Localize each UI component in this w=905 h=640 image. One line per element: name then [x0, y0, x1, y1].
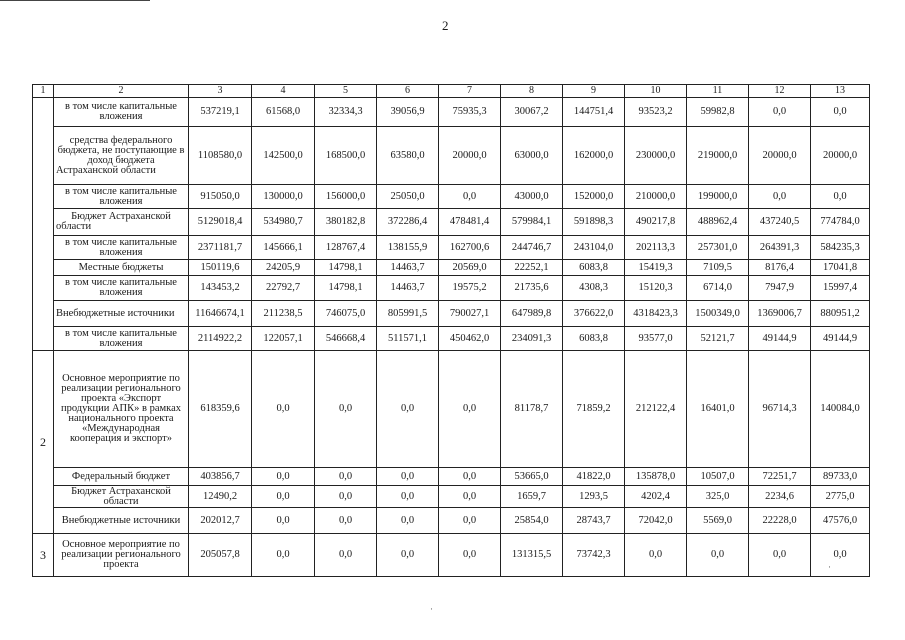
value-cell: 230000,0 — [625, 127, 687, 185]
row-label: в том числе капитальные вложения — [54, 236, 189, 260]
value-cell: 22228,0 — [749, 508, 811, 534]
value-cell: 537219,1 — [189, 98, 252, 127]
value-cell: 0,0 — [439, 534, 501, 577]
column-header: 12 — [749, 85, 811, 98]
value-cell: 20569,0 — [439, 260, 501, 276]
value-cell: 4318423,3 — [625, 301, 687, 327]
value-cell: 143453,2 — [189, 276, 252, 301]
value-cell: 0,0 — [811, 98, 870, 127]
value-cell: 0,0 — [439, 486, 501, 508]
column-header: 10 — [625, 85, 687, 98]
value-cell: 63000,0 — [501, 127, 563, 185]
value-cell: 0,0 — [811, 185, 870, 209]
value-cell: 1500349,0 — [687, 301, 749, 327]
value-cell: 0,0 — [439, 351, 501, 468]
budget-table — [32, 84, 870, 577]
table-row — [33, 508, 870, 534]
value-cell: 0,0 — [315, 486, 377, 508]
value-cell: 0,0 — [439, 508, 501, 534]
value-cell: 59982,8 — [687, 98, 749, 127]
value-cell: 138155,9 — [377, 236, 439, 260]
value-cell: 22792,7 — [252, 276, 315, 301]
row-label: в том числе капитальные вложения — [54, 276, 189, 301]
value-cell: 0,0 — [377, 486, 439, 508]
value-cell: 746075,0 — [315, 301, 377, 327]
value-cell: 75935,3 — [439, 98, 501, 127]
value-cell: 72251,7 — [749, 468, 811, 486]
value-cell: 0,0 — [252, 508, 315, 534]
value-cell: 32334,3 — [315, 98, 377, 127]
value-cell: 25854,0 — [501, 508, 563, 534]
value-cell: 142500,0 — [252, 127, 315, 185]
value-cell: 5569,0 — [687, 508, 749, 534]
value-cell: 1108580,0 — [189, 127, 252, 185]
value-cell: 73742,3 — [563, 534, 625, 577]
value-cell: 618359,6 — [189, 351, 252, 468]
value-cell: 12490,2 — [189, 486, 252, 508]
value-cell: 14798,1 — [315, 260, 377, 276]
row-label: в том числе капитальные вложения — [54, 98, 189, 127]
value-cell: 0,0 — [811, 534, 870, 577]
value-cell: 0,0 — [749, 534, 811, 577]
value-cell: 43000,0 — [501, 185, 563, 209]
row-number-cell: 2 — [33, 351, 54, 534]
value-cell: 4202,4 — [625, 486, 687, 508]
column-header: 8 — [501, 85, 563, 98]
value-cell: 81178,7 — [501, 351, 563, 468]
row-label: в том числе капитальные вложения — [54, 185, 189, 209]
scan-speck: · — [828, 562, 831, 572]
value-cell: 0,0 — [315, 468, 377, 486]
value-cell: 168500,0 — [315, 127, 377, 185]
value-cell: 0,0 — [315, 508, 377, 534]
value-cell: 0,0 — [687, 534, 749, 577]
table-row — [33, 260, 870, 276]
table-row — [33, 301, 870, 327]
value-cell: 41822,0 — [563, 468, 625, 486]
value-cell: 243104,0 — [563, 236, 625, 260]
value-cell: 128767,4 — [315, 236, 377, 260]
value-cell: 1293,5 — [563, 486, 625, 508]
value-cell: 53665,0 — [501, 468, 563, 486]
scan-speck: · — [430, 604, 433, 614]
value-cell: 534980,7 — [252, 209, 315, 236]
value-cell: 2371181,7 — [189, 236, 252, 260]
value-cell: 20000,0 — [749, 127, 811, 185]
value-cell: 96714,3 — [749, 351, 811, 468]
value-cell: 1659,7 — [501, 486, 563, 508]
value-cell: 205057,8 — [189, 534, 252, 577]
value-cell: 2775,0 — [811, 486, 870, 508]
row-label: Основное мероприятие по реализации регионального проекта — [54, 534, 189, 577]
value-cell: 1369006,7 — [749, 301, 811, 327]
value-cell: 202012,7 — [189, 508, 252, 534]
header-row — [33, 85, 870, 98]
value-cell: 579984,1 — [501, 209, 563, 236]
row-label: Внебюджетные источники — [54, 508, 189, 534]
column-header: 9 — [563, 85, 625, 98]
value-cell: 212122,4 — [625, 351, 687, 468]
value-cell: 511571,1 — [377, 327, 439, 351]
value-cell: 546668,4 — [315, 327, 377, 351]
value-cell: 130000,0 — [252, 185, 315, 209]
value-cell: 647989,8 — [501, 301, 563, 327]
value-cell: 135878,0 — [625, 468, 687, 486]
value-cell: 93577,0 — [625, 327, 687, 351]
value-cell: 372286,4 — [377, 209, 439, 236]
column-header: 6 — [377, 85, 439, 98]
value-cell: 20000,0 — [439, 127, 501, 185]
column-header: 2 — [54, 85, 189, 98]
value-cell: 21735,6 — [501, 276, 563, 301]
value-cell: 6083,8 — [563, 260, 625, 276]
row-label: Внебюджетные источники — [54, 301, 189, 327]
value-cell: 0,0 — [377, 351, 439, 468]
column-header: 4 — [252, 85, 315, 98]
value-cell: 25050,0 — [377, 185, 439, 209]
value-cell: 49144,9 — [749, 327, 811, 351]
column-header: 7 — [439, 85, 501, 98]
value-cell: 0,0 — [252, 486, 315, 508]
value-cell: 0,0 — [252, 351, 315, 468]
value-cell: 16401,0 — [687, 351, 749, 468]
value-cell: 210000,0 — [625, 185, 687, 209]
value-cell: 0,0 — [439, 185, 501, 209]
value-cell: 47576,0 — [811, 508, 870, 534]
value-cell: 257301,0 — [687, 236, 749, 260]
value-cell: 22252,1 — [501, 260, 563, 276]
value-cell: 774784,0 — [811, 209, 870, 236]
value-cell: 131315,5 — [501, 534, 563, 577]
value-cell: 14463,7 — [377, 260, 439, 276]
table-row — [33, 236, 870, 260]
value-cell: 7109,5 — [687, 260, 749, 276]
value-cell: 19575,2 — [439, 276, 501, 301]
table-row — [33, 209, 870, 236]
value-cell: 211238,5 — [252, 301, 315, 327]
value-cell: 28743,7 — [563, 508, 625, 534]
value-cell: 403856,7 — [189, 468, 252, 486]
value-cell: 450462,0 — [439, 327, 501, 351]
value-cell: 0,0 — [252, 468, 315, 486]
value-cell: 488962,4 — [687, 209, 749, 236]
column-header: 11 — [687, 85, 749, 98]
value-cell: 376622,0 — [563, 301, 625, 327]
value-cell: 584235,3 — [811, 236, 870, 260]
column-header: 1 — [33, 85, 54, 98]
column-header: 5 — [315, 85, 377, 98]
value-cell: 202113,3 — [625, 236, 687, 260]
value-cell: 63580,0 — [377, 127, 439, 185]
row-label: средства федерального бюджета, не поступающие в доход бюджета Астраханской области — [54, 127, 189, 185]
value-cell: 15419,3 — [625, 260, 687, 276]
value-cell: 0,0 — [439, 468, 501, 486]
value-cell: 0,0 — [315, 534, 377, 577]
value-cell: 2234,6 — [749, 486, 811, 508]
value-cell: 234091,3 — [501, 327, 563, 351]
value-cell: 162700,6 — [439, 236, 501, 260]
value-cell: 122057,1 — [252, 327, 315, 351]
value-cell: 15997,4 — [811, 276, 870, 301]
row-label: Федеральный бюджет — [54, 468, 189, 486]
value-cell: 11646674,1 — [189, 301, 252, 327]
value-cell: 0,0 — [749, 185, 811, 209]
row-number-cell — [33, 98, 54, 351]
value-cell: 0,0 — [377, 534, 439, 577]
value-cell: 15120,3 — [625, 276, 687, 301]
value-cell: 162000,0 — [563, 127, 625, 185]
value-cell: 52121,7 — [687, 327, 749, 351]
value-cell: 61568,0 — [252, 98, 315, 127]
row-number-cell: 3 — [33, 534, 54, 577]
table-row — [33, 486, 870, 508]
value-cell: 150119,6 — [189, 260, 252, 276]
page-number: 2 — [442, 18, 449, 33]
value-cell: 30067,2 — [501, 98, 563, 127]
value-cell: 0,0 — [377, 508, 439, 534]
table-row — [33, 327, 870, 351]
value-cell: 10507,0 — [687, 468, 749, 486]
value-cell: 591898,3 — [563, 209, 625, 236]
table-row — [33, 185, 870, 209]
value-cell: 244746,7 — [501, 236, 563, 260]
value-cell: 5129018,4 — [189, 209, 252, 236]
value-cell: 93523,2 — [625, 98, 687, 127]
table-row — [33, 534, 870, 577]
value-cell: 145666,1 — [252, 236, 315, 260]
row-label: Бюджет Астраханской области — [54, 486, 189, 508]
value-cell: 478481,4 — [439, 209, 501, 236]
value-cell: 156000,0 — [315, 185, 377, 209]
value-cell: 805991,5 — [377, 301, 439, 327]
value-cell: 39056,9 — [377, 98, 439, 127]
row-label: Бюджет Астраханской области — [54, 209, 189, 236]
value-cell: 72042,0 — [625, 508, 687, 534]
value-cell: 219000,0 — [687, 127, 749, 185]
value-cell: 437240,5 — [749, 209, 811, 236]
value-cell: 790027,1 — [439, 301, 501, 327]
value-cell: 6083,8 — [563, 327, 625, 351]
value-cell: 4308,3 — [563, 276, 625, 301]
value-cell: 7947,9 — [749, 276, 811, 301]
column-header: 13 — [811, 85, 870, 98]
value-cell: 20000,0 — [811, 127, 870, 185]
value-cell: 152000,0 — [563, 185, 625, 209]
table-row — [33, 468, 870, 486]
value-cell: 915050,0 — [189, 185, 252, 209]
column-header: 3 — [189, 85, 252, 98]
row-label: в том числе капитальные вложения — [54, 327, 189, 351]
value-cell: 0,0 — [625, 534, 687, 577]
scan-top-rule — [0, 0, 150, 1]
value-cell: 17041,8 — [811, 260, 870, 276]
value-cell: 14463,7 — [377, 276, 439, 301]
value-cell: 325,0 — [687, 486, 749, 508]
value-cell: 89733,0 — [811, 468, 870, 486]
table-row — [33, 98, 870, 127]
row-label: Местные бюджеты — [54, 260, 189, 276]
value-cell: 199000,0 — [687, 185, 749, 209]
value-cell: 0,0 — [315, 351, 377, 468]
value-cell: 380182,8 — [315, 209, 377, 236]
value-cell: 0,0 — [377, 468, 439, 486]
value-cell: 71859,2 — [563, 351, 625, 468]
value-cell: 14798,1 — [315, 276, 377, 301]
value-cell: 490217,8 — [625, 209, 687, 236]
row-label: Основное мероприятие по реализации регионального проекта «Экспорт продукции АПК» в рамках национального проекта «Международная кооперация и экспорт» — [54, 351, 189, 468]
value-cell: 140084,0 — [811, 351, 870, 468]
value-cell: 0,0 — [252, 534, 315, 577]
table-row — [33, 276, 870, 301]
table-row — [33, 127, 870, 185]
value-cell: 24205,9 — [252, 260, 315, 276]
value-cell: 880951,2 — [811, 301, 870, 327]
value-cell: 8176,4 — [749, 260, 811, 276]
value-cell: 2114922,2 — [189, 327, 252, 351]
value-cell: 49144,9 — [811, 327, 870, 351]
table-row — [33, 351, 870, 468]
value-cell: 0,0 — [749, 98, 811, 127]
value-cell: 264391,3 — [749, 236, 811, 260]
value-cell: 144751,4 — [563, 98, 625, 127]
value-cell: 6714,0 — [687, 276, 749, 301]
